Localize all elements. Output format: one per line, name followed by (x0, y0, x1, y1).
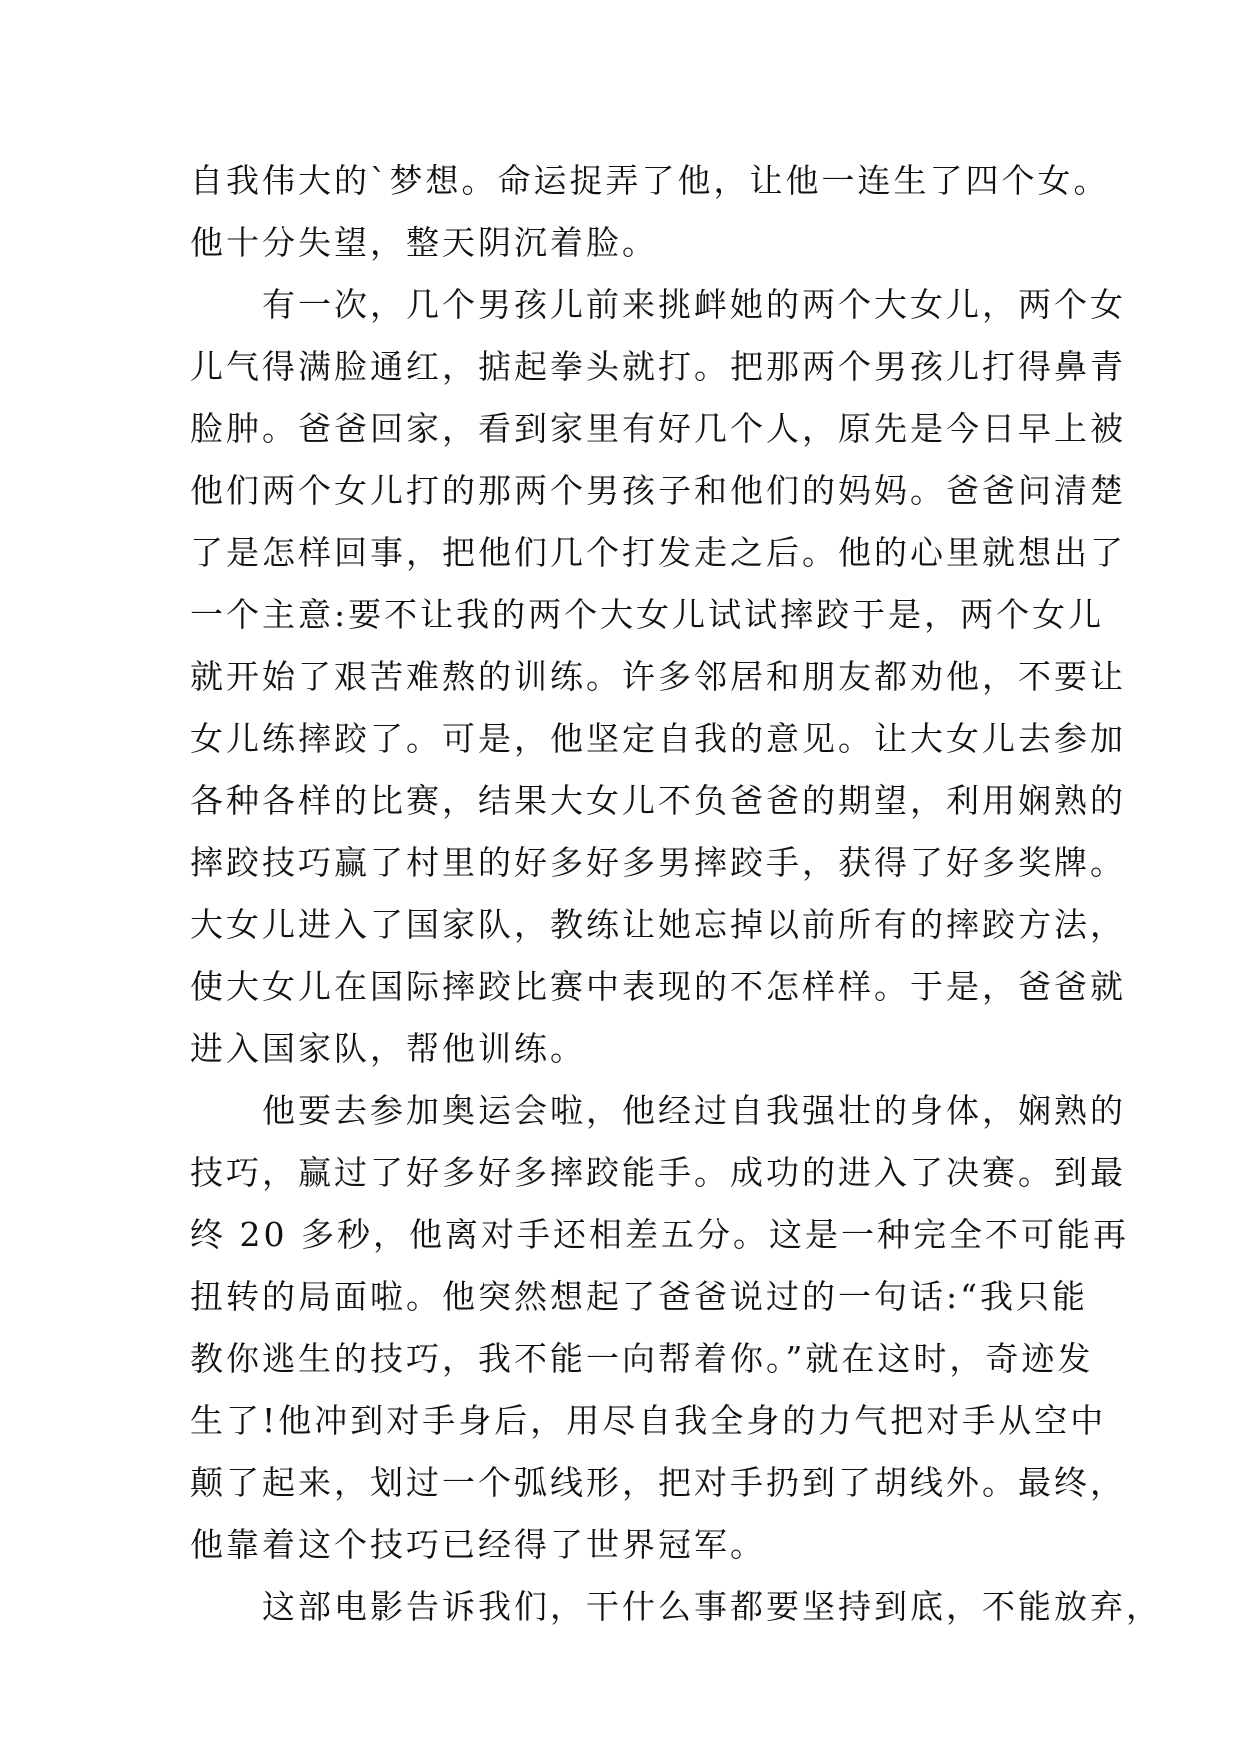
text-line: 扭转的局面啦。他突然想起了爸爸说过的一句话:“我只能 (190, 1277, 1088, 1316)
text-line: 颠了起来，划过一个弧线形，把对手扔到了胡线外。最终， (190, 1463, 1126, 1502)
text-line: 摔跤技巧赢了村里的好多好多男摔跤手，获得了好多奖牌。 (190, 843, 1126, 882)
text-line: 这部电影告诉我们，干什么事都要坚持到底，不能放弃， (190, 1587, 1162, 1626)
text-line: 自我伟大的`梦想。命运捉弄了他，让他一连生了四个女。 (190, 161, 1110, 200)
text-line: 儿气得满脸通红，掂起拳头就打。把那两个男孩儿打得鼻青 (190, 347, 1126, 386)
paragraph-1 (190, 150, 1110, 274)
text-line: 有一次，几个男孩儿前来挑衅她的两个大女儿，两个女 (190, 285, 1126, 324)
text-line: 他要去参加奥运会啦，他经过自我强壮的身体，娴熟的 (190, 1091, 1126, 1130)
text-line: 了是怎样回事，把他们几个打发走之后。他的心里就想出了 (190, 533, 1126, 572)
text-line: 教你逃生的技巧，我不能一向帮着你。”就在这时，奇迹发 (190, 1339, 1094, 1378)
text-line: 他靠着这个技巧已经得了世界冠军。 (190, 1525, 766, 1564)
text-line: 使大女儿在国际摔跤比赛中表现的不怎样样。于是，爸爸就 (190, 967, 1126, 1006)
text-line: 生了!他冲到对手身后，用尽自我全身的力气把对手从空中 (190, 1401, 1107, 1440)
text-line: 技巧，赢过了好多好多摔跤能手。成功的进入了决赛。到最 (190, 1153, 1126, 1192)
paragraph-3 (190, 1080, 1129, 1576)
paragraph-2 (190, 274, 1126, 1080)
document-body (190, 150, 1162, 1638)
text-line: 就开始了艰苦难熬的训练。许多邻居和朋友都劝他，不要让 (190, 657, 1126, 696)
paragraph-4 (190, 1576, 1162, 1638)
text-line: 他们两个女儿打的那两个男孩子和他们的妈妈。爸爸问清楚 (190, 471, 1126, 510)
text-line: 一个主意:要不让我的两个大女儿试试摔跤于是，两个女儿 (190, 595, 1105, 634)
text-line: 各种各样的比赛，结果大女儿不负爸爸的期望，利用娴熟的 (190, 781, 1126, 820)
text-line: 进入国家队，帮他训练。 (190, 1029, 586, 1068)
text-line: 女儿练摔跤了。可是，他坚定自我的意见。让大女儿去参加 (190, 719, 1126, 758)
text-line: 他十分失望，整天阴沉着脸。 (190, 223, 658, 262)
text-line: 脸肿。爸爸回家，看到家里有好几个人，原先是今日早上被 (190, 409, 1126, 448)
text-line: 终 20 多秒，他离对手还相差五分。这是一种完全不可能再 (190, 1215, 1129, 1254)
text-line: 大女儿进入了国家队，教练让她忘掉以前所有的摔跤方法， (190, 905, 1126, 944)
